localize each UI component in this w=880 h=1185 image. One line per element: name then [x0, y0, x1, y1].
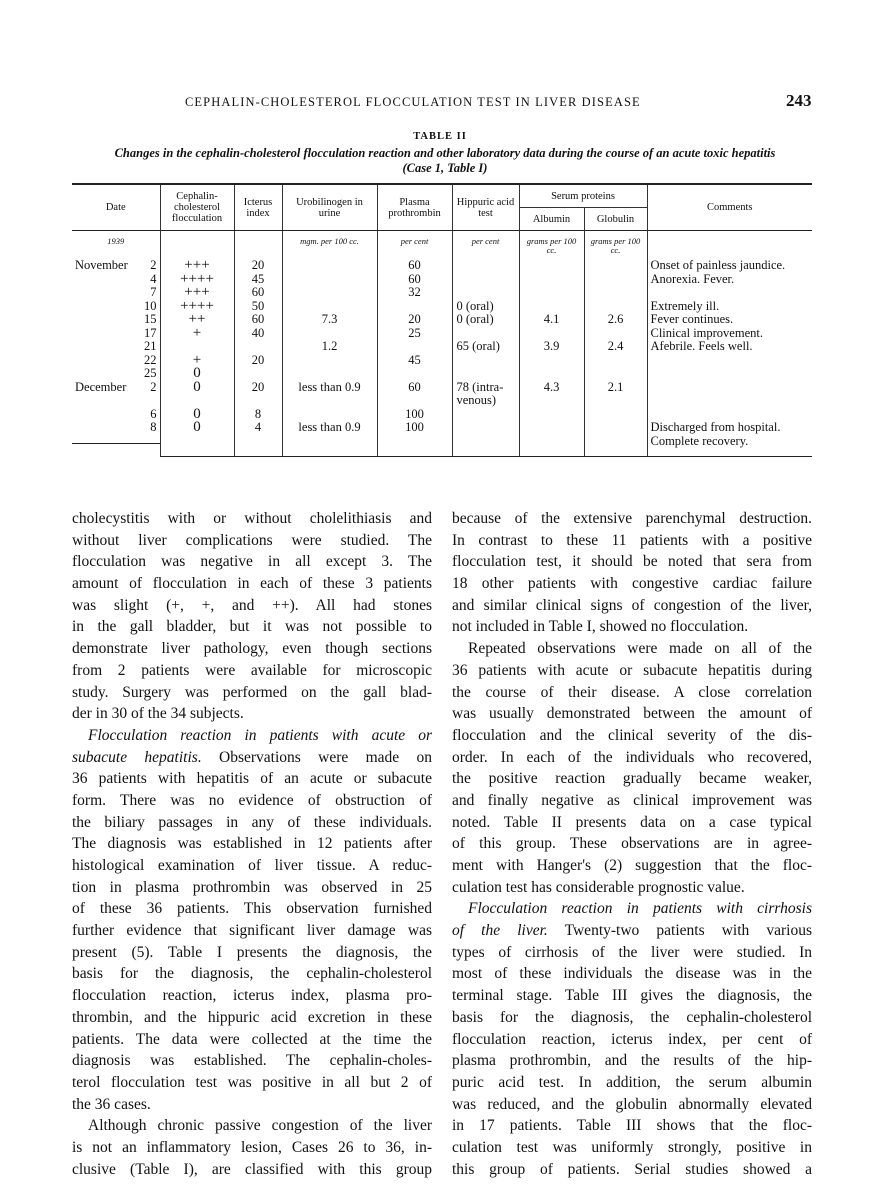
- line-text: this group of patients. Serial studies showed a: [452, 1160, 812, 1178]
- cell-pro: 100: [377, 408, 452, 422]
- cell-alb: [519, 367, 584, 381]
- header-serum-proteins: Serum proteins: [519, 184, 647, 208]
- cell-alb: [519, 259, 584, 273]
- cell-day: 15: [144, 312, 157, 326]
- cell-glob: [584, 408, 647, 422]
- cell-comment: [647, 367, 812, 381]
- text-line: [72, 1050, 432, 1072]
- text-line: [452, 573, 812, 595]
- cell-pro: [377, 300, 452, 314]
- page-number: 243: [786, 91, 812, 110]
- cell-pro: 100: [377, 421, 452, 457]
- cell-hip: 0 (oral): [452, 313, 519, 327]
- cell-date: [72, 286, 160, 300]
- cell-hip: [452, 273, 519, 287]
- cell-date: [72, 313, 160, 327]
- cell-alb: 4.3: [519, 381, 584, 408]
- cell-icterus: 60: [234, 313, 282, 327]
- text-line: [72, 963, 432, 985]
- line-text: 36 patients with hepatitis of an acute or subacute: [72, 770, 432, 788]
- text-line: [452, 595, 812, 617]
- line-text: amount of flocculation in each of these 3 patients: [72, 575, 432, 593]
- cell-hip: 78 (intra-venous): [452, 381, 519, 408]
- text-line: [72, 1137, 432, 1159]
- cell-pro: 32: [377, 286, 452, 300]
- line-text: the 36 cases.: [72, 1095, 151, 1113]
- line-text: 18 other patients with congestive cardiac failure: [452, 575, 812, 593]
- cell-pro: 60: [377, 381, 452, 408]
- line-text: of this group. These observations are in agree-: [452, 835, 812, 853]
- line-text: puric acid test. In addition, the serum albumin: [452, 1073, 812, 1091]
- table-row: [72, 381, 812, 408]
- line-text: tion in plasma prothrombin was observed in 25: [72, 878, 432, 896]
- cell-date: [72, 381, 160, 395]
- cell-floc: 0: [160, 367, 234, 381]
- cell-uro: less than 0.9: [282, 381, 377, 408]
- italic-heading: Flocculation reaction in patients with acute or: [88, 726, 432, 744]
- table-row: [72, 408, 812, 422]
- cell-comment: Afebrile. Feels well.: [647, 340, 812, 354]
- cell-alb: [519, 273, 584, 287]
- cell-comment: [647, 381, 812, 408]
- line-text: culation test has considerable prognostic value.: [452, 878, 745, 896]
- cell-alb: [519, 300, 584, 314]
- text-line: [72, 747, 432, 769]
- cell-floc: +++: [160, 286, 234, 300]
- text-line: [72, 855, 432, 877]
- text-line: [72, 985, 432, 1007]
- cell-alb: 4.1: [519, 313, 584, 327]
- cell-glob: [584, 354, 647, 368]
- cell-day: 6: [150, 406, 157, 421]
- unit-date: 1939: [107, 236, 125, 246]
- cell-uro: [282, 286, 377, 300]
- cell-hip: [452, 408, 519, 422]
- cell-date: [72, 340, 160, 354]
- line-text: culation test was uniformly strongly, positive in: [452, 1138, 812, 1156]
- cell-floc: +++: [160, 259, 234, 273]
- line-text: was slight (+, +, and ++). All had stones: [72, 596, 432, 614]
- cell-day: 2: [150, 379, 157, 394]
- cell-day: 10: [144, 298, 157, 313]
- cell-pro: 60: [377, 273, 452, 287]
- text-line: [72, 920, 432, 942]
- cell-pro: 45: [377, 354, 452, 368]
- line-text: and similar clinical signs of congestion of the liver,: [452, 596, 812, 614]
- line-text: present (5). Table I presents the diagnosis, the: [72, 943, 432, 961]
- line-text: plasma prothrombin, and the results of the hip-: [452, 1052, 812, 1070]
- text-line: [452, 1072, 812, 1094]
- text-line: [452, 877, 812, 899]
- text-line: [72, 595, 432, 617]
- line-text: of these 36 patients. This observation furnished: [72, 900, 432, 918]
- header-prothrombin: Plasma prothrombin: [377, 184, 452, 231]
- text-line: [72, 1072, 432, 1094]
- cell-date: [72, 421, 160, 444]
- text-line: [452, 942, 812, 964]
- cell-alb: [519, 286, 584, 300]
- line-text: demonstrate liver pathology, even though sections: [72, 640, 432, 658]
- text-line: [452, 855, 812, 877]
- cell-icterus: 40: [234, 327, 282, 341]
- line-text: Twenty-two patients with various: [547, 922, 813, 940]
- cell-day: 21: [144, 339, 157, 353]
- text-line: [452, 638, 812, 660]
- text-line: [72, 790, 432, 812]
- cell-day: 25: [144, 366, 157, 380]
- line-text: form. There was no evidence of obstruction of: [72, 791, 432, 809]
- cell-glob: [584, 286, 647, 300]
- cell-uro: 1.2: [282, 340, 377, 354]
- text-line: [72, 1115, 432, 1137]
- unit-globulin: grams per 100 cc.: [584, 231, 647, 260]
- line-text: Repeated observations were made on all of the: [468, 640, 812, 658]
- cell-day: 22: [144, 352, 157, 367]
- text-line: [72, 1094, 432, 1116]
- cell-uro: [282, 273, 377, 287]
- line-text: not included in Table I, showed no flocculation.: [452, 618, 749, 636]
- cell-uro: [282, 300, 377, 314]
- cell-pro: [377, 367, 452, 381]
- cell-date: [72, 408, 160, 422]
- line-text: In contrast to these 11 patients with a positive: [452, 531, 812, 549]
- text-line: [452, 508, 812, 530]
- line-text: der in 30 of the 34 subjects.: [72, 705, 244, 723]
- cell-icterus: 60: [234, 286, 282, 300]
- table-row: [72, 340, 812, 354]
- line-text: in 17 patients. Table III shows that the floc-: [452, 1117, 812, 1135]
- line-text: types of cirrhosis of the liver were studied. In: [452, 943, 812, 961]
- line-text: the biliary passages in any of these individuals.: [72, 813, 432, 831]
- line-text: terol flocculation test was positive in all but 2 of: [72, 1073, 432, 1091]
- cell-date: [72, 327, 160, 341]
- body-column-left: [72, 508, 432, 1180]
- line-text: most of these individuals the disease was in the: [452, 965, 812, 983]
- cell-comment: Anorexia. Fever.: [647, 273, 812, 287]
- line-text: Observations were made on: [201, 748, 432, 766]
- cell-glob: [584, 327, 647, 341]
- cell-date: [72, 273, 160, 287]
- running-title: CEPHALIN-CHOLESTEROL FLOCCULATION TEST IN LIVER DISEASE: [185, 95, 641, 109]
- text-line: [452, 725, 812, 747]
- cell-glob: 2.6: [584, 313, 647, 327]
- cell-glob: [584, 421, 647, 457]
- table-row: [72, 367, 812, 381]
- cell-comment: [647, 354, 812, 368]
- table-caption: Changes in the cephalin-cholesterol flocculation reaction and other laboratory data during the course of an acute toxic hepatitis (Case 1, Table I): [114, 146, 776, 175]
- cell-comment: [647, 408, 812, 422]
- text-line: [452, 985, 812, 1007]
- line-text: the positive reaction gradually became weaker,: [452, 770, 812, 788]
- line-text: because of the extensive parenchymal destruction.: [452, 510, 812, 527]
- cell-floc: 0: [160, 421, 234, 457]
- text-line: [452, 1159, 812, 1181]
- line-text: and finally negative as clinical improvement was: [452, 791, 812, 809]
- cell-uro: [282, 354, 377, 368]
- text-line: [452, 1050, 812, 1072]
- unit-albumin: grams per 100 cc.: [519, 231, 584, 260]
- text-line: [72, 1159, 432, 1181]
- cell-comment: Fever continues.: [647, 313, 812, 327]
- cell-day: 4: [150, 271, 157, 286]
- text-line: [452, 1029, 812, 1051]
- cell-hip: 0 (oral): [452, 300, 519, 314]
- cell-day: 8: [150, 420, 157, 434]
- text-line: [72, 942, 432, 964]
- cell-icterus: [234, 367, 282, 381]
- text-line: [72, 508, 432, 530]
- line-text: order. In each of the individuals who recovered,: [452, 748, 812, 766]
- cell-uro: 7.3: [282, 313, 377, 327]
- text-line: [72, 833, 432, 855]
- text-line: [72, 898, 432, 920]
- text-line: [72, 530, 432, 552]
- line-text: basis for the diagnosis, the cephalin-cholesterol: [72, 965, 432, 983]
- line-text: basis for the diagnosis, the cephalin-cholesterol: [452, 1008, 812, 1026]
- cell-floc: ++: [160, 313, 234, 327]
- text-line: [72, 877, 432, 899]
- cell-uro: [282, 367, 377, 381]
- line-text: was usually demonstrated between the amount of: [452, 705, 812, 723]
- line-text: noted. Table II presents data on a case typical: [452, 813, 812, 831]
- text-line: [452, 616, 812, 638]
- line-text: diagnosis was established. The cephalin-choles-: [72, 1052, 432, 1070]
- table-row: [72, 327, 812, 341]
- cell-month: December: [75, 379, 127, 394]
- cell-pro: 25: [377, 327, 452, 341]
- line-text: histological examination of liver tissue. A reduc-: [72, 857, 432, 874]
- text-line: [72, 682, 432, 704]
- italic-heading: of the liver.: [452, 922, 548, 940]
- cell-hip: [452, 286, 519, 300]
- cell-floc: +: [160, 327, 234, 341]
- cell-month: November: [75, 258, 128, 272]
- cell-comment: Discharged from hospital. Complete recovery.: [647, 421, 812, 457]
- cell-alb: [519, 421, 584, 457]
- text-line: [72, 768, 432, 790]
- text-line: [452, 703, 812, 725]
- text-line: [452, 1094, 812, 1116]
- line-text: clusive (Table I), are classified with this group: [72, 1160, 432, 1178]
- cell-floc: ++++: [160, 300, 234, 314]
- cell-glob: [584, 259, 647, 273]
- line-text: flocculation reaction, icterus index, plasma pro-: [72, 987, 432, 1005]
- table-row: [72, 273, 812, 287]
- line-text: cholecystitis with or without cholelithiasis and: [72, 510, 432, 527]
- cell-date: [72, 300, 160, 314]
- cell-hip: [452, 367, 519, 381]
- line-text: is not an inflammatory lesion, Cases 26 to 36, in-: [72, 1138, 432, 1156]
- text-line: [72, 1007, 432, 1029]
- header-albumin: Albumin: [519, 208, 584, 231]
- cell-glob: 2.1: [584, 381, 647, 408]
- table-row: [72, 354, 812, 368]
- text-line: [452, 1137, 812, 1159]
- cell-hip: [452, 259, 519, 273]
- cell-comment: Clinical improvement.: [647, 327, 812, 341]
- italic-heading: Flocculation reaction in patients with cirrhosis: [468, 900, 812, 918]
- cell-day: 2: [150, 258, 157, 272]
- line-text: terminal stage. Table III gives the diagnosis, the: [452, 987, 812, 1005]
- text-line: [452, 963, 812, 985]
- line-text: in the gall bladder, but it was not possible to: [72, 618, 432, 636]
- cell-date: [72, 354, 160, 368]
- line-text: ment with Hanger's (2) suggestion that the floc-: [452, 857, 812, 874]
- text-line: [72, 660, 432, 682]
- cell-alb: [519, 354, 584, 368]
- cell-uro: [282, 259, 377, 273]
- text-line: [452, 1115, 812, 1137]
- line-text: was reduced, and the globulin abnormally elevated: [452, 1095, 812, 1113]
- line-text: Although chronic passive congestion of the liver: [88, 1117, 432, 1135]
- table-row: [72, 300, 812, 314]
- cell-comment: [647, 286, 812, 300]
- italic-heading: subacute hepatitis.: [72, 748, 202, 766]
- cell-alb: 3.9: [519, 340, 584, 354]
- text-line: [452, 530, 812, 552]
- unit-prothrombin: per cent: [377, 231, 452, 260]
- line-text: The diagnosis was established in 12 patients after: [72, 835, 432, 853]
- table-label: TABLE II: [413, 131, 467, 142]
- header-date: Date: [72, 184, 160, 231]
- cell-pro: 60: [377, 259, 452, 273]
- cell-date: [72, 367, 160, 381]
- header-hippuric: Hippuric acid test: [452, 184, 519, 231]
- line-text: flocculation was negative in all except 3. The: [72, 553, 432, 571]
- cell-icterus: 8: [234, 408, 282, 422]
- line-text: flocculation reaction, icterus index, per cent of: [452, 1030, 812, 1048]
- text-line: [452, 1007, 812, 1029]
- text-line: [452, 747, 812, 769]
- cell-glob: [584, 300, 647, 314]
- line-text: from 2 patients were available for microscopic: [72, 661, 432, 679]
- table-row: [72, 421, 812, 457]
- text-line: [72, 638, 432, 660]
- cell-comment: Onset of painless jaundice.: [647, 259, 812, 273]
- cell-icterus: 20: [234, 354, 282, 368]
- line-text: the course of their disease. A close correlation: [452, 683, 812, 701]
- text-line: [452, 551, 812, 573]
- cell-uro: [282, 408, 377, 422]
- cell-floc: 0: [160, 381, 234, 408]
- cell-hip: [452, 327, 519, 341]
- header-icterus: Icterus index: [234, 184, 282, 231]
- cell-date: [72, 259, 160, 273]
- cell-alb: [519, 327, 584, 341]
- text-line: [452, 682, 812, 704]
- unit-urobilinogen: mgm. per 100 cc.: [282, 231, 377, 260]
- text-line: [452, 768, 812, 790]
- header-comments: Comments: [647, 184, 812, 231]
- text-line: [72, 703, 432, 725]
- cell-floc: ++++: [160, 273, 234, 287]
- text-line: [72, 725, 432, 747]
- cell-icterus: 45: [234, 273, 282, 287]
- cell-icterus: 4: [234, 421, 282, 457]
- cell-icterus: [234, 340, 282, 354]
- cell-floc: +: [160, 354, 234, 368]
- text-line: [72, 812, 432, 834]
- text-line: [72, 573, 432, 595]
- data-table: [72, 183, 812, 457]
- cell-glob: [584, 367, 647, 381]
- cell-hip: 65 (oral): [452, 340, 519, 354]
- unit-hippuric: per cent: [452, 231, 519, 260]
- text-line: [72, 1029, 432, 1051]
- cell-glob: 2.4: [584, 340, 647, 354]
- table-row: [72, 313, 812, 327]
- line-text: without liver complications were studied. The: [72, 531, 432, 549]
- cell-alb: [519, 408, 584, 422]
- body-column-right: [452, 508, 812, 1180]
- text-line: [452, 790, 812, 812]
- line-text: study. Surgery was performed on the gall blad-: [72, 683, 432, 701]
- text-line: [452, 812, 812, 834]
- cell-day: 17: [144, 325, 157, 340]
- header-urobilinogen: Urobilinogen in urine: [282, 184, 377, 231]
- cell-floc: 0: [160, 408, 234, 422]
- cell-pro: [377, 340, 452, 354]
- header-cephalin: Cephalin-cholesterol flocculation: [160, 184, 234, 231]
- cell-glob: [584, 273, 647, 287]
- text-line: [452, 833, 812, 855]
- cell-icterus: 20: [234, 381, 282, 408]
- line-text: 36 patients with acute or subacute hepatitis during: [452, 661, 812, 679]
- line-text: patients. The data were collected at the time the: [72, 1030, 432, 1048]
- header-globulin: Globulin: [584, 208, 647, 231]
- cell-hip: [452, 421, 519, 457]
- text-line: [452, 920, 812, 942]
- text-line: [452, 898, 812, 920]
- cell-pro: 20: [377, 313, 452, 327]
- text-line: [72, 616, 432, 638]
- line-text: further evidence that significant liver damage was: [72, 922, 432, 940]
- cell-hip: [452, 354, 519, 368]
- line-text: flocculation test, it should be noted that sera from: [452, 553, 812, 571]
- cell-uro: [282, 327, 377, 341]
- text-line: [452, 660, 812, 682]
- text-line: [72, 551, 432, 573]
- line-text: flocculation and the clinical severity of the dis-: [452, 726, 812, 744]
- line-text: thrombin, and the hippuric acid excretion in these: [72, 1008, 432, 1026]
- cell-uro: less than 0.9: [282, 421, 377, 457]
- cell-icterus: 20: [234, 259, 282, 273]
- cell-comment: Extremely ill.: [647, 300, 812, 314]
- cell-icterus: 50: [234, 300, 282, 314]
- cell-day: 7: [150, 285, 157, 299]
